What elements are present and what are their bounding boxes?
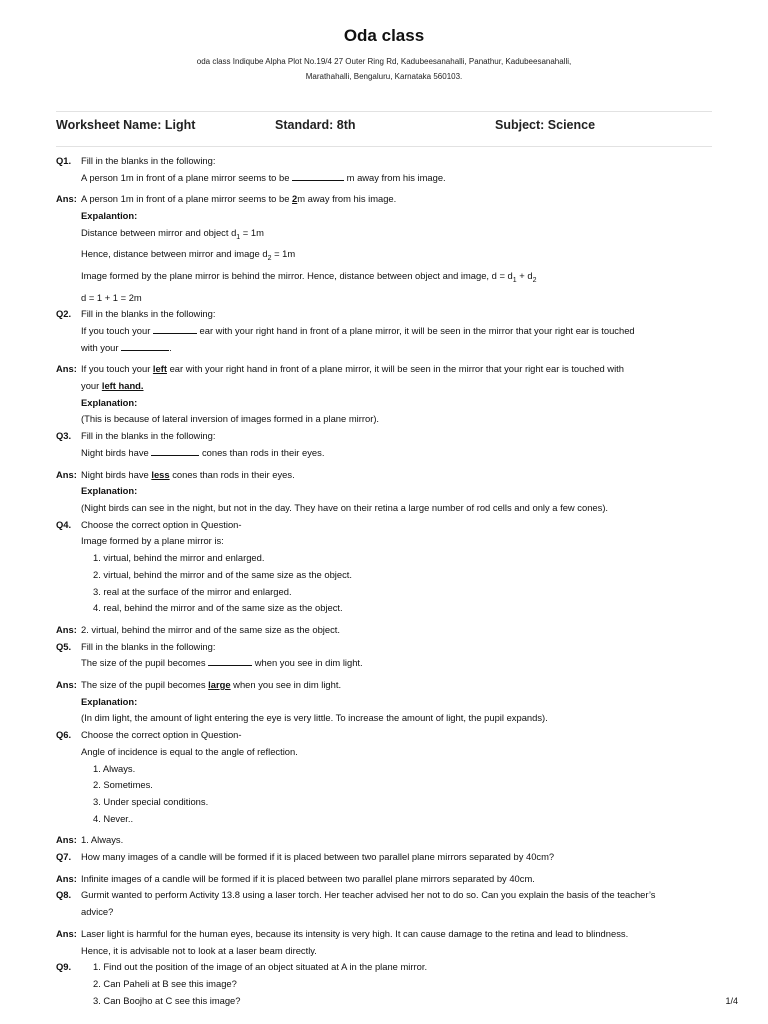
answer-label: Ans: bbox=[56, 679, 77, 691]
option: 4. real, behind the mirror and of the same size as the object. bbox=[93, 602, 343, 614]
divider-top bbox=[56, 111, 712, 112]
question-3 bbox=[56, 428, 720, 445]
question-9 bbox=[56, 959, 720, 976]
question-stem: Image formed by a plane mirror is: bbox=[81, 535, 224, 547]
explanation-line: Image formed by the plane mirror is behind the mirror. Hence, distance between object and image, $d = d_1 + d_2$ bbox=[81, 269, 537, 284]
explanation-line: (This is because of lateral inversion of images formed in a plane mirror). bbox=[81, 413, 380, 425]
question-stem: Angle of incidence is equal to the angle of reflection. bbox=[81, 745, 298, 757]
worksheet-body bbox=[56, 153, 720, 1009]
question-4 bbox=[56, 517, 720, 534]
answer-key: less bbox=[151, 468, 170, 480]
subject: Subject: Science bbox=[495, 118, 596, 132]
answer-label: Ans: bbox=[56, 927, 77, 939]
answer-8: Ans: Laser light is harmful for the human eyes, because its intensity is very high. It can cause damage to the retina and lead to blindness. bbox=[56, 926, 720, 943]
answer-label: Ans: bbox=[56, 193, 77, 205]
answer-3: Ans: Night birds have less cones than rods in their eyes. bbox=[56, 467, 720, 484]
question-8 bbox=[56, 887, 720, 904]
answer-label: Ans: bbox=[56, 872, 77, 884]
option: 1. Always. bbox=[93, 762, 136, 774]
answer-7: Ans: Infinite images of a candle will be formed if it is placed between two parallel plane mirrors separated by 40cm. bbox=[56, 871, 720, 888]
question-number: Q8. bbox=[56, 889, 72, 901]
page-number: 1/4 bbox=[725, 996, 738, 1006]
question-line: Night birds have cones than rods in their eyes. bbox=[81, 446, 325, 458]
option: 3. Under special conditions. bbox=[93, 795, 209, 807]
option: 2. virtual, behind the mirror and of the same size as the object. bbox=[93, 568, 352, 580]
explanation-label: Explanation: bbox=[81, 396, 138, 408]
answer-1: Ans: A person 1m in front of a plane mirror seems to be 2m away from his image. bbox=[56, 191, 720, 208]
question-2 bbox=[56, 306, 720, 323]
address bbox=[0, 54, 768, 84]
question-line: A person 1m in front of a plane mirror seems to be m away from his image. bbox=[81, 171, 446, 183]
question-number: Q7. bbox=[56, 851, 72, 863]
blank bbox=[208, 656, 252, 666]
divider-bottom bbox=[56, 146, 712, 147]
option: 1. virtual, behind the mirror and enlarged. bbox=[93, 552, 265, 564]
explanation-line: Hence, distance between mirror and image $d_2 = 1m$ bbox=[81, 248, 296, 263]
explanation-line: (In dim light, the amount of light entering the eye is very little. To increase the amount of light, the pupil expands). bbox=[81, 712, 548, 724]
answer-label: Ans: bbox=[56, 363, 77, 375]
question-line: with your . bbox=[81, 341, 172, 353]
question-line: advice? bbox=[81, 906, 114, 918]
question-line: The size of the pupil becomes when you see in dim light. bbox=[81, 657, 363, 669]
blank bbox=[151, 446, 199, 456]
explanation-label: Explanation: bbox=[81, 485, 138, 497]
question-prompt: Fill in the blanks in the following: bbox=[81, 308, 216, 320]
address-line-2: Marathahalli, Bengaluru, Karnataka 560103. bbox=[305, 72, 463, 81]
answer-label: Ans: bbox=[56, 468, 77, 480]
question-number: Q2. bbox=[56, 308, 72, 320]
answer-line: your left hand. bbox=[81, 380, 144, 392]
question-number: Q5. bbox=[56, 640, 72, 652]
question-number: Q3. bbox=[56, 430, 72, 442]
answer-line: Hence, it is advisable not to look at a laser beam directly. bbox=[81, 944, 317, 956]
question-5 bbox=[56, 639, 720, 656]
explanation-line: (Night birds can see in the night, but not in the day. They have on their retina a large number of rod cells and only a few cones). bbox=[81, 501, 609, 513]
question-prompt: Choose the correct option in Question- bbox=[81, 518, 242, 530]
question-number: Q9. bbox=[56, 961, 72, 973]
explanation-label: Expalantion: bbox=[81, 210, 138, 222]
answer-5: Ans: The size of the pupil becomes large when you see in dim light. bbox=[56, 677, 720, 694]
option: 2. Sometimes. bbox=[93, 779, 153, 791]
option: 4. Never.. bbox=[93, 812, 134, 824]
answer-6: Ans: 1. Always. bbox=[56, 832, 720, 849]
page-title: Oda class bbox=[343, 26, 425, 45]
standard: Standard: 8th bbox=[275, 118, 356, 132]
question-number: Q1. bbox=[56, 155, 72, 166]
question-prompt: How many images of a candle will be formed if it is placed between two parallel plane mirrors separated by 40cm? bbox=[81, 851, 555, 863]
question-6 bbox=[56, 727, 720, 744]
answer-label: Ans: bbox=[56, 623, 77, 635]
answer-4: Ans: 2. virtual, behind the mirror and of the same size as the object. bbox=[56, 622, 720, 639]
question-1 bbox=[56, 153, 720, 170]
question-item: 1. Find out the position of the image of an object situated at A in the plane mirror. bbox=[93, 961, 428, 973]
explanation-label: Explanation: bbox=[81, 695, 138, 707]
question-prompt: Fill in the blanks in the following: bbox=[81, 430, 216, 442]
blank bbox=[121, 341, 169, 351]
question-prompt: Fill in the blanks in the following: bbox=[81, 155, 216, 166]
worksheet-name: Worksheet Name: Light bbox=[56, 118, 196, 132]
question-line: If you touch your ear with your right hand in front of a plane mirror, it will be seen in the mirror that your right ear is touched bbox=[81, 324, 635, 336]
answer-key: large bbox=[208, 679, 231, 691]
answer-key: 2 bbox=[292, 193, 298, 205]
explanation-line: Distance between mirror and object $d_1 = 1m$ bbox=[81, 226, 264, 241]
answer-key: left bbox=[152, 363, 167, 375]
answer-key: left hand. bbox=[101, 380, 144, 392]
question-7 bbox=[56, 849, 720, 866]
question-item: 3. Can Boojho at C see this image? bbox=[93, 994, 241, 1006]
question-prompt: Fill in the blanks in the following: bbox=[81, 640, 216, 652]
question-prompt: Choose the correct option in Question- bbox=[81, 729, 242, 741]
question-number: Q6. bbox=[56, 729, 72, 741]
question-item: 2. Can Paheli at B see this image? bbox=[93, 977, 237, 989]
option: 3. real at the surface of the mirror and enlarged. bbox=[93, 585, 292, 597]
blank bbox=[292, 171, 344, 181]
answer-2: Ans: If you touch your left ear with your right hand in front of a plane mirror, it will be seen in the mirror that your right ear is touched with bbox=[56, 361, 720, 378]
address-line-1: oda class Indiqube Alpha Plot No.19/4 27 Outer Ring Rd, Kadubeesanahalli, Panathur, Kadubeesanahalli, bbox=[196, 57, 572, 66]
explanation-line: d = 1 + 1 = 2m bbox=[81, 291, 142, 303]
question-prompt: Gurmit wanted to perform Activity 13.8 using a laser torch. Her teacher advised her not to do so. Can you explain the basis of the teacher’s bbox=[81, 889, 656, 901]
answer-label: Ans: bbox=[56, 834, 77, 846]
question-number: Q4. bbox=[56, 518, 72, 530]
blank bbox=[153, 324, 197, 334]
